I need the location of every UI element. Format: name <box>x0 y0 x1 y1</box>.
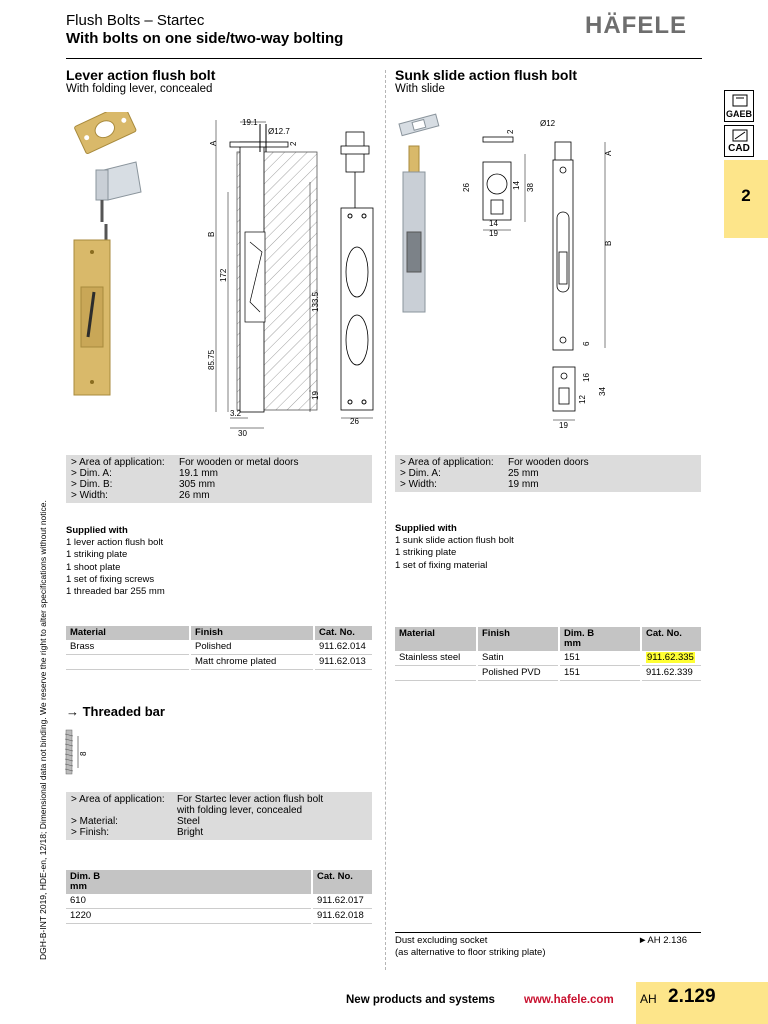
sunk-bolt-spec <box>395 455 701 492</box>
sunk-bolt-title: Sunk slide action flush bolt <box>395 67 578 83</box>
cat-no[interactable]: 911.62.013 <box>314 655 372 670</box>
col-header: Finish <box>477 627 559 651</box>
cat-no[interactable]: 911.62.014 <box>314 640 372 655</box>
dim-16: 16 <box>582 373 591 382</box>
dim-172: 172 <box>219 268 228 282</box>
col-header: Dim. B mm <box>66 870 312 894</box>
supplied-item: 1 threaded bar 255 mm <box>66 586 165 598</box>
table-row: 610 911.62.017 <box>66 894 372 909</box>
note-ref-link[interactable]: ►AH 2.136 <box>637 935 687 946</box>
spec-row: with folding lever, concealed <box>177 805 303 816</box>
bolt-body-image <box>74 224 110 395</box>
dim-d12: Ø12 <box>540 119 556 128</box>
note-line2: (as alternative to floor striking plate) <box>395 947 546 958</box>
dim-6: 6 <box>582 341 591 346</box>
supplied-item: 1 set of fixing screws <box>66 573 155 585</box>
dim-b: B <box>207 231 216 237</box>
cat-no[interactable]: 911.62.017 <box>312 894 372 909</box>
spec-row: > Area of application: For Startec lever action flush bolt <box>71 794 324 805</box>
lever-bolt-table <box>66 626 372 670</box>
dim-19-1: 19.1 <box>242 118 258 127</box>
cat-no[interactable]: 911.62.018 <box>312 909 372 924</box>
footer-url-link[interactable]: www.hafele.com <box>524 994 614 1006</box>
dim-133-5: 133.5 <box>311 291 320 312</box>
sunk-bolt-table <box>395 627 701 681</box>
threaded-bar-image <box>62 728 102 778</box>
dim-a: A <box>604 150 613 156</box>
gaeb-label: GAEB <box>725 109 752 119</box>
lever-bolt-drawing <box>200 112 380 442</box>
spec-row: > Dim. B: 305 mm <box>71 479 216 490</box>
drawing-icon <box>732 129 748 142</box>
dim-14: 14 <box>512 181 521 190</box>
chapter-tab[interactable]: 2 <box>724 160 768 238</box>
supplied-item: 1 striking plate <box>395 547 457 559</box>
page-title: Flush Bolts – Startec <box>66 12 205 29</box>
dim-8: 8 <box>79 751 88 756</box>
dim-26: 26 <box>350 417 359 426</box>
col-header: Material <box>66 626 190 640</box>
dim-12: 12 <box>578 395 587 404</box>
dim-19b: 19 <box>559 421 568 430</box>
sunk-bolt-drawing <box>455 112 635 432</box>
cad-label: CAD <box>728 143 750 154</box>
supplied-title: Supplied with <box>395 523 457 534</box>
gaeb-icon[interactable] <box>724 90 754 122</box>
page-subtitle: With bolts on one side/two-way bolting <box>66 30 344 47</box>
dim-34: 34 <box>598 387 607 396</box>
dim-19: 19 <box>311 391 320 400</box>
dim-14b: 14 <box>489 219 498 228</box>
dim-38: 38 <box>526 183 535 192</box>
dim-2: 2 <box>289 141 298 146</box>
side-note: DGH-B-INT 2019, HDE-en, 12/18; Dimensional data not binding. We reserve the right to alter specifications without notice. <box>38 500 48 960</box>
threaded-bar-table <box>66 870 372 924</box>
supplied-item: 1 shoot plate <box>66 561 121 573</box>
supplied-item: 1 lever action flush bolt <box>66 537 164 549</box>
sunk-bolt-supplied <box>395 523 514 572</box>
footer-text: New products and systems <box>346 994 495 1006</box>
spec-row: > Finish: Bright <box>71 827 204 838</box>
dust-socket-note <box>395 932 701 959</box>
col-header: Cat. No. <box>641 627 701 651</box>
col-header: Dim. B mm <box>559 627 641 651</box>
lever-bolt-subtitle: With folding lever, concealed <box>66 83 213 95</box>
page-prefix: AH <box>640 992 657 1006</box>
supplied-item: 1 striking plate <box>66 549 128 561</box>
sunk-bolt-body-image <box>403 146 425 312</box>
sunk-bolt-subtitle: With slide <box>395 83 445 95</box>
lever-bolt-title: Lever action flush bolt <box>66 67 216 83</box>
hafele-logo: HÄFELE <box>585 12 687 39</box>
dim-85-75: 85.75 <box>207 349 216 370</box>
col-header: Cat. No. <box>314 626 372 640</box>
dim-30: 30 <box>238 429 247 438</box>
spec-row: > Dim. A: 25 mm <box>400 468 539 479</box>
lever-bolt-spec <box>66 455 372 503</box>
dim-3-2: 3.2 <box>230 409 242 418</box>
spec-row: > Area of application: For wooden doors <box>400 457 589 468</box>
dim-19: 19 <box>489 229 498 238</box>
dim-a: A <box>209 140 218 146</box>
shoot-plate-image <box>96 162 141 222</box>
highlighted-cat-no[interactable]: 911.62.335 <box>647 652 694 663</box>
dim-26: 26 <box>462 183 471 192</box>
cat-no[interactable]: 911.62.339 <box>641 666 701 681</box>
sunk-bolt-photo <box>395 112 455 322</box>
cat-no[interactable] <box>641 651 701 666</box>
lever-bolt-photo <box>66 112 176 402</box>
cad-icon[interactable] <box>724 125 754 157</box>
spec-row: > Area of application: For wooden or metal doors <box>71 457 299 468</box>
dim-b: B <box>604 240 613 246</box>
dim-2: 2 <box>506 129 515 134</box>
col-header: Cat. No. <box>312 870 372 894</box>
supplied-item: 1 sunk slide action flush bolt <box>395 535 514 547</box>
striking-plate-image <box>74 112 137 154</box>
header-rule <box>66 58 702 59</box>
table-row: Polished PVD 151 911.62.339 <box>395 666 701 681</box>
supplied-title: Supplied with <box>66 525 128 536</box>
col-header: Finish <box>190 626 314 640</box>
dim-d12-7: Ø12.7 <box>268 127 290 136</box>
table-row: Matt chrome plated 911.62.013 <box>66 655 372 670</box>
table-row: Stainless steel Satin 151 911.62.335 <box>395 651 701 666</box>
table-row: Brass Polished 911.62.014 <box>66 640 372 655</box>
spec-row: > Dim. A: 19.1 mm <box>71 468 218 479</box>
document-icon <box>732 94 748 107</box>
spec-row: > Material: Steel <box>71 816 200 827</box>
lever-bolt-supplied <box>66 525 165 598</box>
table-row: 1220 911.62.018 <box>66 909 372 924</box>
threaded-bar-spec <box>66 792 372 840</box>
threaded-bar-title: → Threaded bar <box>66 704 165 719</box>
supplied-item: 1 set of fixing material <box>395 559 488 571</box>
lever-bolt-front-view <box>341 132 373 418</box>
sunk-striking-plate-image <box>399 114 439 135</box>
column-divider <box>385 70 386 970</box>
col-header: Material <box>395 627 477 651</box>
page-number: 2.129 <box>668 986 716 1007</box>
spec-row: > Width: 19 mm <box>400 479 539 490</box>
spec-row: > Width: 26 mm <box>71 490 210 501</box>
note-line1: Dust excluding socket <box>395 935 488 946</box>
